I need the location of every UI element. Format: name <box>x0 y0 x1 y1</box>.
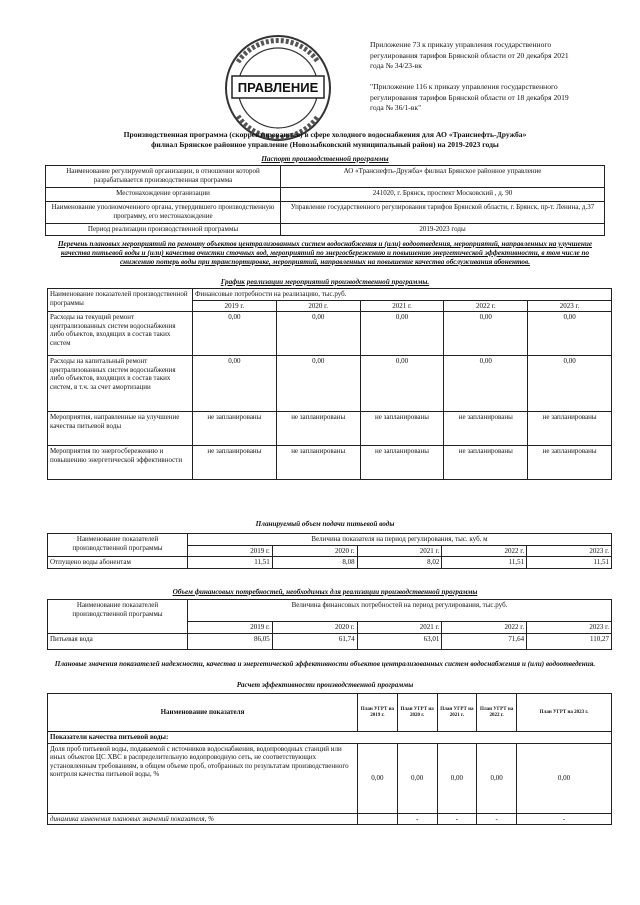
measures-heading: Перечень плановых мероприятий по ремонту объектов централизованных систем водоснабжения и (или) водоотведения, мероприятий, направленных на улучшение качества питьевой воды и (или) качества очистки сточных вод, мероприятий по энергосбережению и повышению энергетической эффективности, в том числе по снижению потерь воды при транспортировке, мероприятий, направленных на повышение качества обслуживания абонентов. <box>57 240 593 266</box>
year-header: 2023 г. <box>527 622 612 634</box>
passport-value: 241020, г. Брянск, проспект Московский , д. 90 <box>281 188 605 202</box>
cell: 63,01 <box>357 633 442 649</box>
col-name-header: Наименование показателей производственной программы <box>48 600 188 634</box>
cell: 0,00 <box>444 312 528 356</box>
col-name-header: Наименование показателей производственной программы <box>48 289 193 312</box>
cell: не запланированы <box>193 412 277 446</box>
plan-header: План УГРТ на 2020 г. <box>397 694 437 732</box>
row-label: Доля проб питьевой воды, подаваемой с источников водоснабжения, водопроводных станций или иных объектов ЦС ХВС в распределительную водопроводную сеть, не соответствующих установленным требованиям, в общем объеме проб, отобранных по результатам производственного контроля качества питьевой воды, % <box>48 743 358 813</box>
cell: 0,00 <box>193 356 277 412</box>
year-header: 2022 г. <box>442 545 527 557</box>
cell: 0,00 <box>193 312 277 356</box>
cell: 11,51 <box>527 557 612 569</box>
cell: 0,00 <box>477 743 517 813</box>
efficiency-table <box>47 693 612 825</box>
cell: 0,00 <box>358 743 398 813</box>
year-header: 2023 г. <box>528 300 612 312</box>
cell: 0,00 <box>276 356 360 412</box>
cell: 11,51 <box>442 557 527 569</box>
cell: 86,05 <box>188 633 273 649</box>
cell: не запланированы <box>193 446 277 480</box>
plan-header: План УГРТ на 2019 г. <box>358 694 398 732</box>
cell: 110,27 <box>527 633 612 649</box>
appendix-note-1: Приложение 73 к приказу управления государственного регулирования тарифов Брянской области от 20 декабря 2021 года № 34/23-вк <box>370 40 569 70</box>
cell: не запланированы <box>360 412 444 446</box>
passport-value: АО «Транснефть-Дружба» филиал Брянское районное управление <box>281 166 605 188</box>
year-header: 2021 г. <box>360 300 444 312</box>
passport-value: 2019-2023 годы <box>281 224 605 236</box>
cell: 0,00 <box>517 743 612 813</box>
stamp-text: ПРАВЛЕНИЕ <box>237 80 319 95</box>
cell: 71,64 <box>442 633 527 649</box>
plan-header: План УГРТ на 2022 г. <box>477 694 517 732</box>
cell: не запланированы <box>276 412 360 446</box>
cell: 0,00 <box>528 312 612 356</box>
cell: 8,02 <box>357 557 442 569</box>
cell: не запланированы <box>528 446 612 480</box>
row-label: Расходы на текущий ремонт централизованных систем водоснабжения либо объектов, входящих в состав таких систем <box>48 312 193 356</box>
col-name-header: Наименование показателя <box>48 694 358 732</box>
cell: 0,00 <box>437 743 477 813</box>
section-label: Показатели качества питьевой воды: <box>48 732 612 744</box>
row-label: Расходы на капитальный ремонт централизованных систем водоснабжения либо объектов, входящих в состав таких систем, в т.ч. за счет амортизации <box>48 356 193 412</box>
appendix-note-2: "Приложение 116 к приказу управления государственного регулирования тарифов Брянской области от 18 декабря 2019 года № 36/1-вк" <box>370 82 569 112</box>
col-group-header: Величина финансовых потребностей на период регулирования, тыс.руб. <box>188 600 612 622</box>
year-header: 2020 г. <box>272 545 357 557</box>
plan-header: План УГРТ на 2023 г. <box>517 694 612 732</box>
passport-table <box>45 165 605 236</box>
passport-label: Период реализации производственной программы <box>46 224 281 236</box>
col-group-header: Величина показателя на период регулирования, тыс. куб. м <box>188 534 612 546</box>
cell: 0,00 <box>276 312 360 356</box>
year-header: 2023 г. <box>527 545 612 557</box>
efficiency-heading: Плановые значения показателей надежности, качества и энергетической эффективности объектов централизованных систем водоснабжения и (или) водоотведения. <box>54 660 596 668</box>
measures-table <box>47 288 612 480</box>
row-label: Отпущено воды абонентам <box>48 557 188 569</box>
col-name-header: Наименование показателей производственной программы <box>48 534 188 557</box>
cell: 0,00 <box>360 356 444 412</box>
year-header: 2022 г. <box>442 622 527 634</box>
year-header: 2019 г. <box>188 545 273 557</box>
year-header: 2019 г. <box>193 300 277 312</box>
year-header: 2022 г. <box>444 300 528 312</box>
volume-heading: Планируемый объем подачи питьевой воды <box>255 520 395 528</box>
finance-heading: Объем финансовых потребностей, необходимых для реализации производственной программы <box>172 588 478 596</box>
year-header: 2019 г. <box>188 622 273 634</box>
cell: - <box>397 813 437 825</box>
cell: не запланированы <box>276 446 360 480</box>
year-header: 2021 г. <box>357 545 442 557</box>
passport-label: Местонахождение организации <box>46 188 281 202</box>
year-header: 2020 г. <box>276 300 360 312</box>
cell: 0,00 <box>397 743 437 813</box>
col-group-header: Финансовые потребности на реализацию, тыс.руб. <box>193 289 612 301</box>
row-label: Мероприятия, направленные на улучшение качества питьевой воды <box>48 412 193 446</box>
passport-label: Наименование уполномоченного органа, утвердившего производственную программу, его местонахождение <box>46 202 281 224</box>
cell: 0,00 <box>360 312 444 356</box>
finance-table <box>47 599 612 650</box>
cell: - <box>477 813 517 825</box>
cell: 11,51 <box>188 557 273 569</box>
cell: не запланированы <box>444 412 528 446</box>
organization-stamp <box>218 32 338 144</box>
year-header: 2020 г. <box>272 622 357 634</box>
volume-table <box>47 533 612 569</box>
measures-subheading: График реализации мероприятий производственной программы. <box>220 278 430 286</box>
document-title: Производственная программа (скорректированная) в сфере холодного водоснабжения для АО «Транснефть-Дружба» филиал Брянское районное управление (Новозыбковский муниципальный район) на 2019-2023 годы <box>123 130 527 149</box>
cell <box>358 813 398 825</box>
cell: - <box>437 813 477 825</box>
cell: не запланированы <box>360 446 444 480</box>
row-label: динамика изменения плановых значений показателя, % <box>48 813 358 825</box>
cell: 8,08 <box>272 557 357 569</box>
cell: - <box>517 813 612 825</box>
cell: не запланированы <box>528 412 612 446</box>
cell: не запланированы <box>444 446 528 480</box>
cell: 0,00 <box>528 356 612 412</box>
cell: 0,00 <box>444 356 528 412</box>
passport-heading: Паспорт производственной программы <box>261 155 389 163</box>
row-label: Мероприятия по энергосбережению и повышению энергетической эффективности <box>48 446 193 480</box>
year-header: 2021 г. <box>357 622 442 634</box>
passport-value: Управление государственного регулирования тарифов Брянской области, г. Брянск, пр-т. Ленина, д.37 <box>281 202 605 224</box>
cell: 61,74 <box>272 633 357 649</box>
passport-label: Наименование регулируемой организации, в отношении которой разрабатывается производственная программа <box>46 166 281 188</box>
efficiency-subheading: Расчет эффективности производственной программы <box>236 681 414 689</box>
row-label: Питьевая вода <box>48 633 188 649</box>
plan-header: План УГРТ на 2021 г. <box>437 694 477 732</box>
